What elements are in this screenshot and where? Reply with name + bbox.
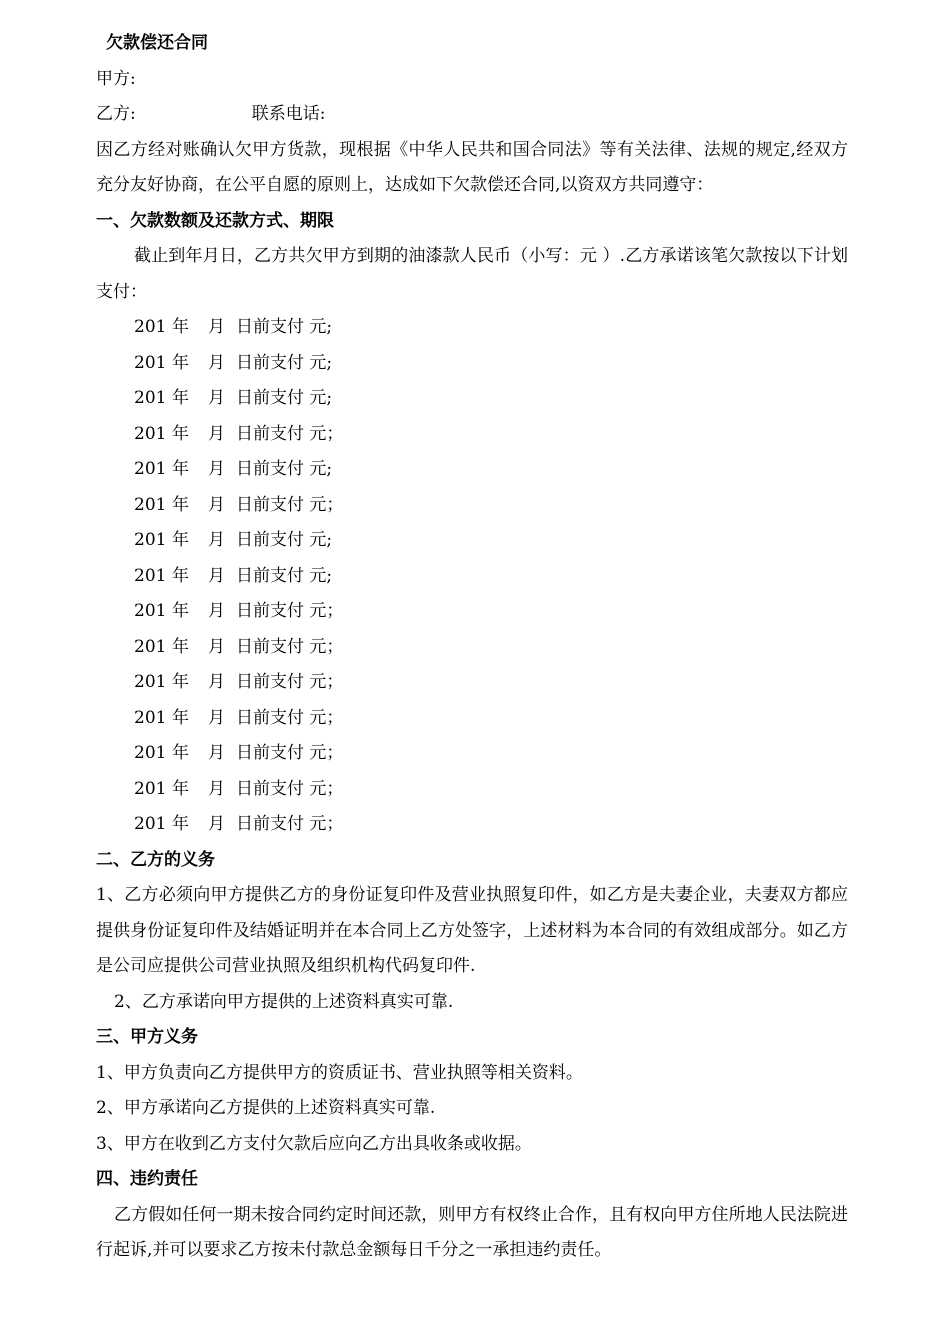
schedule-year-label: 年 — [172, 388, 189, 408]
schedule-row — [96, 630, 848, 666]
schedule-text: 日前支付 元; — [236, 317, 333, 337]
schedule-row — [96, 772, 848, 808]
schedule-year-label: 年 — [172, 707, 189, 728]
schedule-year: 201 — [134, 317, 167, 337]
contract-document — [96, 26, 848, 1269]
schedule-row — [96, 559, 848, 595]
schedule-row — [96, 807, 848, 843]
schedule-text: 日前支付 元； — [236, 601, 344, 621]
schedule-year-label: 年 — [172, 459, 189, 479]
schedule-text: 日前支付 元； — [236, 494, 344, 515]
section3-item3: 3、甲方在收到乙方支付欠款后应向乙方出具收条或收据。 — [96, 1133, 532, 1154]
schedule-month-label: 月 — [208, 778, 225, 799]
schedule-month-label: 月 — [208, 672, 225, 692]
section1-intro: 截止到年月日，乙方共欠甲方到期的油漆款人民币（小写：元 ）.乙方承诺该笔欠款按以下计划支付： — [96, 246, 848, 302]
schedule-year-label: 年 — [172, 352, 189, 373]
schedule-year: 201 — [134, 530, 167, 550]
schedule-text: 日前支付 元； — [236, 636, 344, 657]
schedule-year-label: 年 — [172, 636, 189, 657]
schedule-month-label: 月 — [208, 743, 225, 763]
schedule-text: 日前支付 元； — [236, 672, 344, 692]
schedule-row — [96, 310, 848, 346]
schedule-year: 201 — [134, 636, 167, 657]
section4-text: 乙方假如任何一期未按合同约定时间还款，则甲方有权终止合作，且有权向甲方住所地人民法院进行起诉,并可以要求乙方按未付款总金额每日千分之一承担违约责任。 — [96, 1204, 848, 1260]
schedule-month-label: 月 — [208, 459, 225, 479]
schedule-row — [96, 594, 848, 630]
schedule-text: 日前支付 元; — [236, 459, 333, 479]
schedule-month-label: 月 — [208, 636, 225, 657]
schedule-month-label: 月 — [208, 317, 225, 337]
document-title: 欠款偿还合同 — [106, 33, 208, 53]
section3-item2: 2、甲方承诺向乙方提供的上述资料真实可靠. — [96, 1098, 436, 1118]
schedule-text: 日前支付 元； — [236, 707, 344, 728]
schedule-year-label: 年 — [172, 317, 189, 337]
schedule-year-label: 年 — [172, 530, 189, 550]
schedule-year: 201 — [134, 778, 167, 799]
schedule-year-label: 年 — [172, 743, 189, 763]
schedule-year: 201 — [134, 672, 167, 692]
section4-heading: 四、违约责任 — [96, 1169, 198, 1189]
schedule-text: 日前支付 元; — [236, 352, 333, 373]
schedule-text: 日前支付 元； — [236, 778, 344, 799]
schedule-year: 201 — [134, 743, 167, 763]
party-b-label: 乙方: — [96, 104, 136, 124]
party-b-row — [96, 97, 848, 133]
schedule-text: 日前支付 元； — [236, 814, 344, 834]
schedule-month-label: 月 — [208, 814, 225, 834]
schedule-row — [96, 488, 848, 524]
schedule-year: 201 — [134, 601, 167, 621]
schedule-year-label: 年 — [172, 814, 189, 834]
schedule-row — [96, 736, 848, 772]
preamble-paragraph: 因乙方经对账确认欠甲方货款，现根据《中华人民共和国合同法》等有关法律、法规的规定,经双方充分友好协商，在公平自愿的原则上，达成如下欠款偿还合同,以资双方共同遵守： — [96, 139, 848, 195]
schedule-month-label: 月 — [208, 423, 225, 444]
schedule-month-label: 月 — [208, 352, 225, 373]
payment-schedule — [96, 310, 848, 843]
schedule-row — [96, 665, 848, 701]
schedule-year-label: 年 — [172, 778, 189, 799]
schedule-year: 201 — [134, 352, 167, 373]
schedule-row — [96, 346, 848, 382]
schedule-year-label: 年 — [172, 565, 189, 586]
schedule-text: 日前支付 元; — [236, 388, 333, 408]
schedule-year-label: 年 — [172, 601, 189, 621]
schedule-month-label: 月 — [208, 601, 225, 621]
section2-heading: 二、乙方的义务 — [96, 849, 215, 870]
schedule-year: 201 — [134, 494, 167, 515]
section3-item1: 1、甲方负责向乙方提供甲方的资质证书、营业执照等相关资料。 — [96, 1062, 583, 1083]
schedule-row — [96, 417, 848, 453]
schedule-year: 201 — [134, 423, 167, 444]
schedule-month-label: 月 — [208, 707, 225, 728]
schedule-month-label: 月 — [208, 565, 225, 586]
party-a-label: 甲方: — [96, 68, 136, 89]
schedule-year-label: 年 — [172, 672, 189, 692]
schedule-text: 日前支付 元； — [236, 743, 344, 763]
schedule-year-label: 年 — [172, 494, 189, 515]
section1-heading: 一、欠款数额及还款方式、期限 — [96, 210, 334, 231]
section3-heading: 三、甲方义务 — [96, 1027, 198, 1047]
schedule-row — [96, 701, 848, 737]
schedule-month-label: 月 — [208, 388, 225, 408]
schedule-month-label: 月 — [208, 530, 225, 550]
schedule-text: 日前支付 元； — [236, 423, 344, 444]
schedule-year-label: 年 — [172, 423, 189, 444]
schedule-year: 201 — [134, 814, 167, 834]
schedule-row — [96, 452, 848, 488]
schedule-row — [96, 381, 848, 417]
schedule-text: 日前支付 元; — [236, 530, 333, 550]
schedule-year: 201 — [134, 565, 167, 586]
phone-label: 联系电话: — [251, 104, 326, 124]
section2-item2: 2、乙方承诺向甲方提供的上述资料真实可靠. — [114, 991, 454, 1012]
schedule-row — [96, 523, 848, 559]
schedule-year: 201 — [134, 707, 167, 728]
schedule-text: 日前支付 元; — [236, 565, 333, 586]
schedule-month-label: 月 — [208, 494, 225, 515]
section2-item1: 1、乙方必须向甲方提供乙方的身份证复印件及营业执照复印件，如乙方是夫妻企业，夫妻双方都应提供身份证复印件及结婚证明并在本合同上乙方处签字，上述材料为本合同的有效组成部分。如乙方是公司应提供公司营业执照及组织机构代码复印件. — [96, 885, 848, 976]
schedule-year: 201 — [134, 388, 167, 408]
schedule-year: 201 — [134, 459, 167, 479]
